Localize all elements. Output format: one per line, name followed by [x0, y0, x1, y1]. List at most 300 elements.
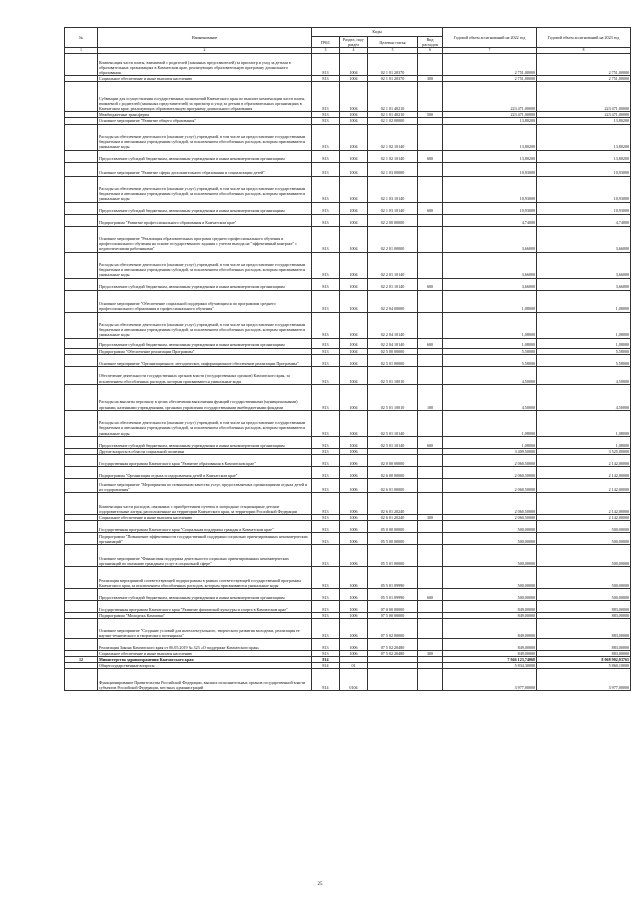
header-csr: Целевая статья: [368, 37, 418, 48]
row-sum-2022: 1,08000: [443, 410, 537, 436]
table-row: [65, 588, 631, 600]
row-name: Государственная программа Камчатского края "Социальная поддержка граждан в Камчатском крае": [98, 520, 312, 532]
row-sum-2023: 883,00000: [537, 600, 631, 612]
row-csr: 02 5 01 00000: [368, 354, 418, 366]
row-number: [65, 124, 98, 150]
column-index: 8: [537, 48, 631, 54]
header-sum-2022: Годовой объем ассигнований на 2022 год: [443, 28, 537, 48]
row-csr: 02 5 00 00000: [368, 348, 418, 354]
row-sum-2023: 5,58000: [537, 354, 631, 366]
row-csr: 02 1 01 20370: [368, 76, 418, 82]
row-sum-2023: 10,93000: [537, 202, 631, 214]
row-sum-2022: 3,66000: [443, 278, 537, 290]
row-sum-2022: 4,50000: [443, 384, 537, 410]
row-csr: 07 5 00 00000: [368, 612, 418, 618]
row-sum-2022: 13,80200: [443, 124, 537, 150]
row-sum-2022: 223 471,00000: [443, 112, 537, 118]
row-sum-2023: 13,80200: [537, 118, 631, 124]
row-grbs: 813: [312, 454, 340, 466]
row-sum-2023: 4,50000: [537, 366, 631, 384]
row-sum-2023: 3 977,00000: [537, 669, 631, 691]
row-sum-2023: 500,00000: [537, 520, 631, 532]
row-sum-2022: 10,93000: [443, 162, 537, 176]
row-razdel: 1004: [340, 124, 368, 150]
column-index: 5: [368, 48, 418, 54]
budget-table-sheet: [64, 27, 630, 691]
row-grbs: 813: [312, 466, 340, 478]
row-number: 12: [65, 657, 98, 663]
row-number: [65, 278, 98, 290]
row-number: [65, 669, 98, 691]
row-razdel: 1004: [340, 366, 368, 384]
row-name: Расходы на обеспечение деятельности (оказание услуг) учреждений, в том числе на предоставление государственным бюджетным и автономным учреждениям субсидий, за исключением обособленных расходов, которым присваиваются уникальные коды: [98, 410, 312, 436]
row-sum-2022: 4,50000: [443, 366, 537, 384]
row-razdel: 1004: [340, 150, 368, 162]
table-row: [65, 410, 631, 436]
row-sum-2022: 2 751,00000: [443, 54, 537, 76]
row-grbs: 813: [312, 312, 340, 338]
row-grbs: 813: [312, 514, 340, 520]
header-codes: Коды: [312, 28, 443, 37]
table-header-row: [65, 28, 631, 37]
row-sum-2023: 13,80200: [537, 124, 631, 150]
row-csr: 02 1 02 10140: [368, 124, 418, 150]
row-razdel: 1006: [340, 448, 368, 454]
row-csr: 02 5 01 10010: [368, 366, 418, 384]
table-body: [65, 54, 631, 691]
row-sum-2022: 7 946 123,74068: [443, 657, 537, 663]
row-sum-2023: 3,66000: [537, 278, 631, 290]
row-grbs: 813: [312, 214, 340, 226]
table-row: [65, 278, 631, 290]
row-sum-2023: 500,00000: [537, 544, 631, 566]
row-sum-2023: 4,50000: [537, 384, 631, 410]
row-vr: [418, 290, 443, 312]
row-number: [65, 454, 98, 466]
row-grbs: 813: [312, 54, 340, 76]
row-vr: 300: [418, 514, 443, 520]
row-vr: [418, 226, 443, 252]
row-sum-2023: 1,08000: [537, 436, 631, 448]
row-grbs: 813: [312, 162, 340, 176]
row-sum-2023: 883,00000: [537, 612, 631, 618]
row-grbs: 813: [312, 618, 340, 638]
row-grbs: 813: [312, 366, 340, 384]
row-razdel: 1004: [340, 226, 368, 252]
row-number: [65, 162, 98, 176]
row-csr: 07 5 02 20480: [368, 638, 418, 650]
row-grbs: 813: [312, 520, 340, 532]
row-csr: [368, 669, 418, 691]
row-vr: 600: [418, 202, 443, 214]
row-sum-2023: 500,00000: [537, 532, 631, 544]
row-name: Социальное обеспечение и иные выплаты населению: [98, 650, 312, 656]
row-number: [65, 82, 98, 112]
row-name: Государственная программа Камчатского края "Развитие образования в Камчатском крае": [98, 454, 312, 466]
row-sum-2023: 5,58000: [537, 348, 631, 354]
row-sum-2023: 2 751,00000: [537, 54, 631, 76]
row-razdel: 01: [340, 663, 368, 669]
row-number: [65, 466, 98, 478]
table-row: [65, 532, 631, 544]
table-row: [65, 544, 631, 566]
row-number: [65, 384, 98, 410]
row-grbs: 813: [312, 112, 340, 118]
column-index: 4: [340, 48, 368, 54]
row-number: [65, 338, 98, 348]
row-name: Субвенции для осуществления государственных полномочий Камчатского края по выплате компенсации части платы, взимаемой с родителей (законных представителей) за присмотр и уход за детьми в образовательных организациях в Камчатском крае, реализующих образовательную программу дошкольного образования: [98, 82, 312, 112]
table-row: [65, 150, 631, 162]
row-vr: [418, 618, 443, 638]
table-row: [65, 669, 631, 691]
row-sum-2023: 2 751,00000: [537, 76, 631, 82]
row-razdel: 1004: [340, 348, 368, 354]
row-csr: 02 1 02 10140: [368, 150, 418, 162]
header-grbs: ГРБС: [312, 37, 340, 48]
row-name: Основное мероприятие "Обеспечение социальной поддержки обучающихся по программам среднего профессионального образования и профессионального обучения": [98, 290, 312, 312]
row-grbs: 813: [312, 202, 340, 214]
row-sum-2023: 883,00000: [537, 650, 631, 656]
row-sum-2022: 5 834,30000: [443, 663, 537, 669]
table-row: [65, 226, 631, 252]
row-number: [65, 202, 98, 214]
row-vr: 100: [418, 384, 443, 410]
row-razdel: 1004: [340, 354, 368, 366]
column-index: 3: [312, 48, 340, 54]
table-row: [65, 384, 631, 410]
row-csr: 02 6 01 20240: [368, 492, 418, 514]
row-csr: 07 0 00 00000: [368, 600, 418, 612]
row-sum-2023: 500,00000: [537, 588, 631, 600]
row-name: Функционирование Правительства Российской Федерации, высших исполнительных органов государственной власти субъектов Российской Федерации, местных администраций: [98, 669, 312, 691]
row-name: Социальное обеспечение и иные выплаты населению: [98, 76, 312, 82]
row-sum-2022: 3 409,50000: [443, 448, 537, 454]
row-name: Основное мероприятие "Создание условий для интеллектуального, творческого развития молодежи, реализация ее научно-технического и творческого потенциала": [98, 618, 312, 638]
row-sum-2023: 883,00000: [537, 638, 631, 650]
row-vr: [418, 176, 443, 202]
row-sum-2022: 2 060,50000: [443, 454, 537, 466]
row-vr: 600: [418, 278, 443, 290]
row-sum-2023: 1,08000: [537, 290, 631, 312]
row-grbs: 813: [312, 124, 340, 150]
row-grbs: 813: [312, 176, 340, 202]
header-name: Наименование: [98, 28, 312, 48]
row-grbs: 813: [312, 532, 340, 544]
table-row: [65, 252, 631, 278]
row-sum-2023: 8 068 902,03765: [537, 657, 631, 663]
row-razdel: 1006: [340, 638, 368, 650]
row-razdel: 1004: [340, 112, 368, 118]
row-grbs: 813: [312, 600, 340, 612]
row-grbs: 813: [312, 252, 340, 278]
row-number: [65, 226, 98, 252]
row-name: Общегосударственные вопросы: [98, 663, 312, 669]
table-row: [65, 600, 631, 612]
row-razdel: 1004: [340, 76, 368, 82]
row-vr: [418, 366, 443, 384]
row-vr: [418, 566, 443, 588]
table-row: [65, 176, 631, 202]
row-razdel: 1004: [340, 118, 368, 124]
row-name: Социальное обеспечение и иные выплаты населению: [98, 514, 312, 520]
row-name: Компенсация части платы, взимаемой с родителей (законных представителей) за присмотр и уход за детьми в образовательных организациях в Камчатском крае, реализующих образовательную программу дошкольного образования: [98, 54, 312, 76]
row-razdel: 1004: [340, 176, 368, 202]
row-sum-2023: 10,93000: [537, 176, 631, 202]
row-number: [65, 214, 98, 226]
row-csr: 02 1 03 10140: [368, 202, 418, 214]
row-csr: 02 1 03 10140: [368, 176, 418, 202]
table-row: [65, 290, 631, 312]
table-row: [65, 454, 631, 466]
row-sum-2023: 5 860,10000: [537, 663, 631, 669]
row-vr: [418, 54, 443, 76]
row-sum-2022: 3,66000: [443, 252, 537, 278]
row-vr: [418, 162, 443, 176]
row-grbs: 813: [312, 278, 340, 290]
row-razdel: 1006: [340, 650, 368, 656]
row-sum-2023: 1,08000: [537, 338, 631, 348]
table-row: [65, 520, 631, 532]
row-razdel: 1004: [340, 82, 368, 112]
row-name: Межбюджетные трансферты: [98, 112, 312, 118]
row-sum-2022: 10,93000: [443, 176, 537, 202]
row-sum-2022: 1,08000: [443, 290, 537, 312]
row-name: Предоставление субсидий бюджетным, автономным учреждениям и иным некоммерческим организациям: [98, 202, 312, 214]
row-name: Основное мероприятие "Развитие общего образования": [98, 118, 312, 124]
row-razdel: 1004: [340, 410, 368, 436]
row-sum-2023: 3,66000: [537, 226, 631, 252]
row-razdel: 1004: [340, 384, 368, 410]
row-name: Основное мероприятие "Организационное, методическое, информационное обеспечение реализации Программы": [98, 354, 312, 366]
row-csr: 02 2 04 00000: [368, 290, 418, 312]
row-csr: 02 1 01 20370: [368, 54, 418, 76]
row-sum-2022: 10,93000: [443, 202, 537, 214]
row-grbs: 813: [312, 638, 340, 650]
row-razdel: 1006: [340, 532, 368, 544]
table-row: [65, 338, 631, 348]
row-sum-2023: 2 142,00000: [537, 454, 631, 466]
row-sum-2022: 500,00000: [443, 532, 537, 544]
row-name: Предоставление субсидий бюджетным, автономным учреждениям и иным некоммерческим организациям: [98, 150, 312, 162]
row-razdel: 1006: [340, 612, 368, 618]
row-sum-2023: 3,66000: [537, 252, 631, 278]
row-csr: 02 5 01 10140: [368, 436, 418, 448]
header-vr: Вид расходов: [418, 37, 443, 48]
row-sum-2022: 5,58000: [443, 354, 537, 366]
row-razdel: 1004: [340, 162, 368, 176]
row-razdel: 1006: [340, 492, 368, 514]
row-sum-2023: 500,00000: [537, 566, 631, 588]
row-sum-2023: 3 525,00000: [537, 448, 631, 454]
row-name: Расходы на обеспечение деятельности (оказание услуг) учреждений, в том числе на предоставление государственным бюджетным и автономным учреждениям субсидий, за исключением обособленных расходов, которым присваиваются уникальные коды: [98, 312, 312, 338]
row-sum-2023: 2 142,00000: [537, 478, 631, 492]
row-razdel: 1004: [340, 214, 368, 226]
row-name: Расходы на выплаты персоналу в целях обеспечения выполнения функций государственными (муниципальными) органами, казенными учреждениями, органами управления государственными внебюджетными фондами: [98, 384, 312, 410]
row-csr: 02 5 01 10010: [368, 384, 418, 410]
row-sum-2023: 4,74000: [537, 214, 631, 226]
row-vr: [418, 454, 443, 466]
row-name: Подпрограмма "Обеспечение реализации Программы": [98, 348, 312, 354]
row-name: Компенсация части расходов, связанных с приобретением путевок в загородные стационарные детские оздоровительные лагеря, расположенные на территории Камчатского края, за территории Российской Федерации: [98, 492, 312, 514]
row-number: [65, 566, 98, 588]
row-number: [65, 312, 98, 338]
row-csr: 02 2 01 10140: [368, 252, 418, 278]
row-sum-2022: 500,00000: [443, 520, 537, 532]
row-razdel: 1006: [340, 566, 368, 588]
row-name: Предоставление субсидий бюджетным, автономным учреждениям и иным некоммерческим организациям: [98, 436, 312, 448]
row-name: Расходы на обеспечение деятельности (оказание услуг) учреждений, в том числе на предоставление государственным бюджетным и автономным учреждениям субсидий, за исключением обособленных расходов, которым присваиваются уникальные коды: [98, 124, 312, 150]
row-vr: [418, 124, 443, 150]
table-row: [65, 162, 631, 176]
row-number: [65, 176, 98, 202]
row-razdel: 1006: [340, 520, 368, 532]
row-csr: 02 1 02 00000: [368, 118, 418, 124]
table-row: [65, 312, 631, 338]
row-vr: 600: [418, 436, 443, 448]
row-sum-2023: 883,00000: [537, 618, 631, 638]
row-razdel: 1006: [340, 478, 368, 492]
row-sum-2022: 1,08000: [443, 436, 537, 448]
row-name: Основное мероприятие "Развитие сферы дополнительного образования и социализации детей": [98, 162, 312, 176]
row-vr: [418, 532, 443, 544]
row-csr: 02 0 00 00000: [368, 454, 418, 466]
row-name: Реализация мероприятий соответствующей подпрограммы в рамках соответствующей государственной программы Камчатского края, за исключением обособленных расходов, которым присваиваются уникальные коды: [98, 566, 312, 588]
row-sum-2023: 2 142,00000: [537, 514, 631, 520]
row-razdel: 1006: [340, 600, 368, 612]
row-sum-2022: 13,80200: [443, 118, 537, 124]
row-razdel: 0104: [340, 669, 368, 691]
row-grbs: 813: [312, 226, 340, 252]
row-sum-2022: 500,00000: [443, 566, 537, 588]
row-number: [65, 638, 98, 650]
row-number: [65, 252, 98, 278]
row-csr: 05 5 00 00000: [368, 532, 418, 544]
row-grbs: 813: [312, 82, 340, 112]
row-name: Предоставление субсидий бюджетным, автономным учреждениям и иным некоммерческим организациям: [98, 278, 312, 290]
row-vr: 300: [418, 650, 443, 656]
row-name: Основное мероприятие "Финансовая поддержка деятельности социально ориентированных некоммерческих организаций по оказанию гражданам услуг в социальной сфере": [98, 544, 312, 566]
row-grbs: 814: [312, 669, 340, 691]
row-grbs: 814: [312, 663, 340, 669]
row-vr: 600: [418, 338, 443, 348]
row-razdel: 1006: [340, 544, 368, 566]
row-vr: [418, 492, 443, 514]
row-grbs: 813: [312, 338, 340, 348]
row-sum-2022: 2 060,50000: [443, 478, 537, 492]
row-razdel: 1006: [340, 454, 368, 466]
row-sum-2022: 13,80200: [443, 150, 537, 162]
row-razdel: 1006: [340, 588, 368, 600]
row-sum-2022: 500,00000: [443, 544, 537, 566]
row-razdel: 1004: [340, 312, 368, 338]
row-number: [65, 532, 98, 544]
row-sum-2022: 1,08000: [443, 312, 537, 338]
row-csr: 02 2 01 10140: [368, 278, 418, 290]
row-sum-2022: 849,00000: [443, 618, 537, 638]
row-vr: [418, 410, 443, 436]
row-sum-2023: 223 471,00000: [537, 82, 631, 112]
table-row: [65, 82, 631, 112]
row-csr: 05 0 00 00000: [368, 520, 418, 532]
row-grbs: 813: [312, 448, 340, 454]
row-name: Обеспечение деятельности государственных органов власти (государственных органов) Камчатского края, за исключением обособленных расходов, которым присваиваются уникальные коды: [98, 366, 312, 384]
row-number: [65, 618, 98, 638]
row-name: Подпрограмма "Повышение эффективности государственной поддержки социально ориентированных некоммерческих организаций": [98, 532, 312, 544]
row-sum-2022: 2 060,50000: [443, 466, 537, 478]
row-name: Подпрограмма "Организация отдыха и оздоровления детей в Камчатском крае": [98, 466, 312, 478]
row-razdel: 1006: [340, 618, 368, 638]
row-vr: [418, 600, 443, 612]
row-csr: 07 5 02 00000: [368, 618, 418, 638]
row-csr: 05 5 01 09990: [368, 566, 418, 588]
row-number: [65, 520, 98, 532]
row-csr: 02 5 01 10140: [368, 410, 418, 436]
row-csr: 02 2 04 10140: [368, 338, 418, 348]
header-razdel: Раздел, под-раздел: [340, 37, 368, 48]
row-number: [65, 478, 98, 492]
row-number: [65, 544, 98, 566]
column-index: 7: [443, 48, 537, 54]
table-row: [65, 214, 631, 226]
row-grbs: 813: [312, 354, 340, 366]
row-name: Министерство здравоохранения Камчатского края: [98, 657, 312, 663]
table-row: [65, 566, 631, 588]
table-row: [65, 478, 631, 492]
table-row: [65, 466, 631, 478]
row-sum-2022: 4,74000: [443, 214, 537, 226]
row-csr: 02 2 04 10140: [368, 312, 418, 338]
row-sum-2022: 223 471,00000: [443, 82, 537, 112]
row-sum-2022: 1,08000: [443, 338, 537, 348]
row-sum-2023: 1,08000: [537, 410, 631, 436]
row-csr: 02 2 01 00000: [368, 226, 418, 252]
row-csr: 02 6 01 00000: [368, 478, 418, 492]
row-name: Государственная программа Камчатского края "Развитие физической культуры и спорта в Камчатском крае": [98, 600, 312, 612]
row-sum-2022: 3 977,00000: [443, 669, 537, 691]
row-grbs: 813: [312, 566, 340, 588]
row-number: [65, 150, 98, 162]
row-razdel: 1004: [340, 202, 368, 214]
row-razdel: 1004: [340, 290, 368, 312]
row-razdel: 1004: [340, 278, 368, 290]
table-row: [65, 366, 631, 384]
row-grbs: 814: [312, 657, 340, 663]
row-sum-2023: 2 142,00000: [537, 492, 631, 514]
row-grbs: 813: [312, 492, 340, 514]
row-name: Расходы на обеспечение деятельности (оказание услуг) учреждений, в том числе на предоставление государственным бюджетным и автономным учреждениям субсидий, за исключением обособленных расходов, которым присваиваются уникальные коды: [98, 252, 312, 278]
row-sum-2022: 2 060,50000: [443, 492, 537, 514]
row-csr: 02 1 01 40210: [368, 112, 418, 118]
row-csr: 07 5 02 20480: [368, 650, 418, 656]
row-csr: 02 1 03 00000: [368, 162, 418, 176]
row-grbs: 813: [312, 348, 340, 354]
budget-table: [64, 27, 631, 691]
row-name: Основное мероприятие "Мероприятия по повышению качества услуг, предоставляемых организациями отдыха детей и их оздоровления": [98, 478, 312, 492]
table-row: [65, 638, 631, 650]
column-index: 2: [98, 48, 312, 54]
row-grbs: 813: [312, 650, 340, 656]
row-name: Предоставление субсидий бюджетным, автономным учреждениям и иным некоммерческим организациям: [98, 588, 312, 600]
row-grbs: 813: [312, 118, 340, 124]
row-vr: 600: [418, 150, 443, 162]
table-row: [65, 202, 631, 214]
row-sum-2022: 849,00000: [443, 650, 537, 656]
row-name: Другие вопросы в области социальной политики: [98, 448, 312, 454]
row-sum-2022: 3,66000: [443, 226, 537, 252]
table-row: [65, 618, 631, 638]
row-number: [65, 54, 98, 76]
row-vr: [418, 214, 443, 226]
